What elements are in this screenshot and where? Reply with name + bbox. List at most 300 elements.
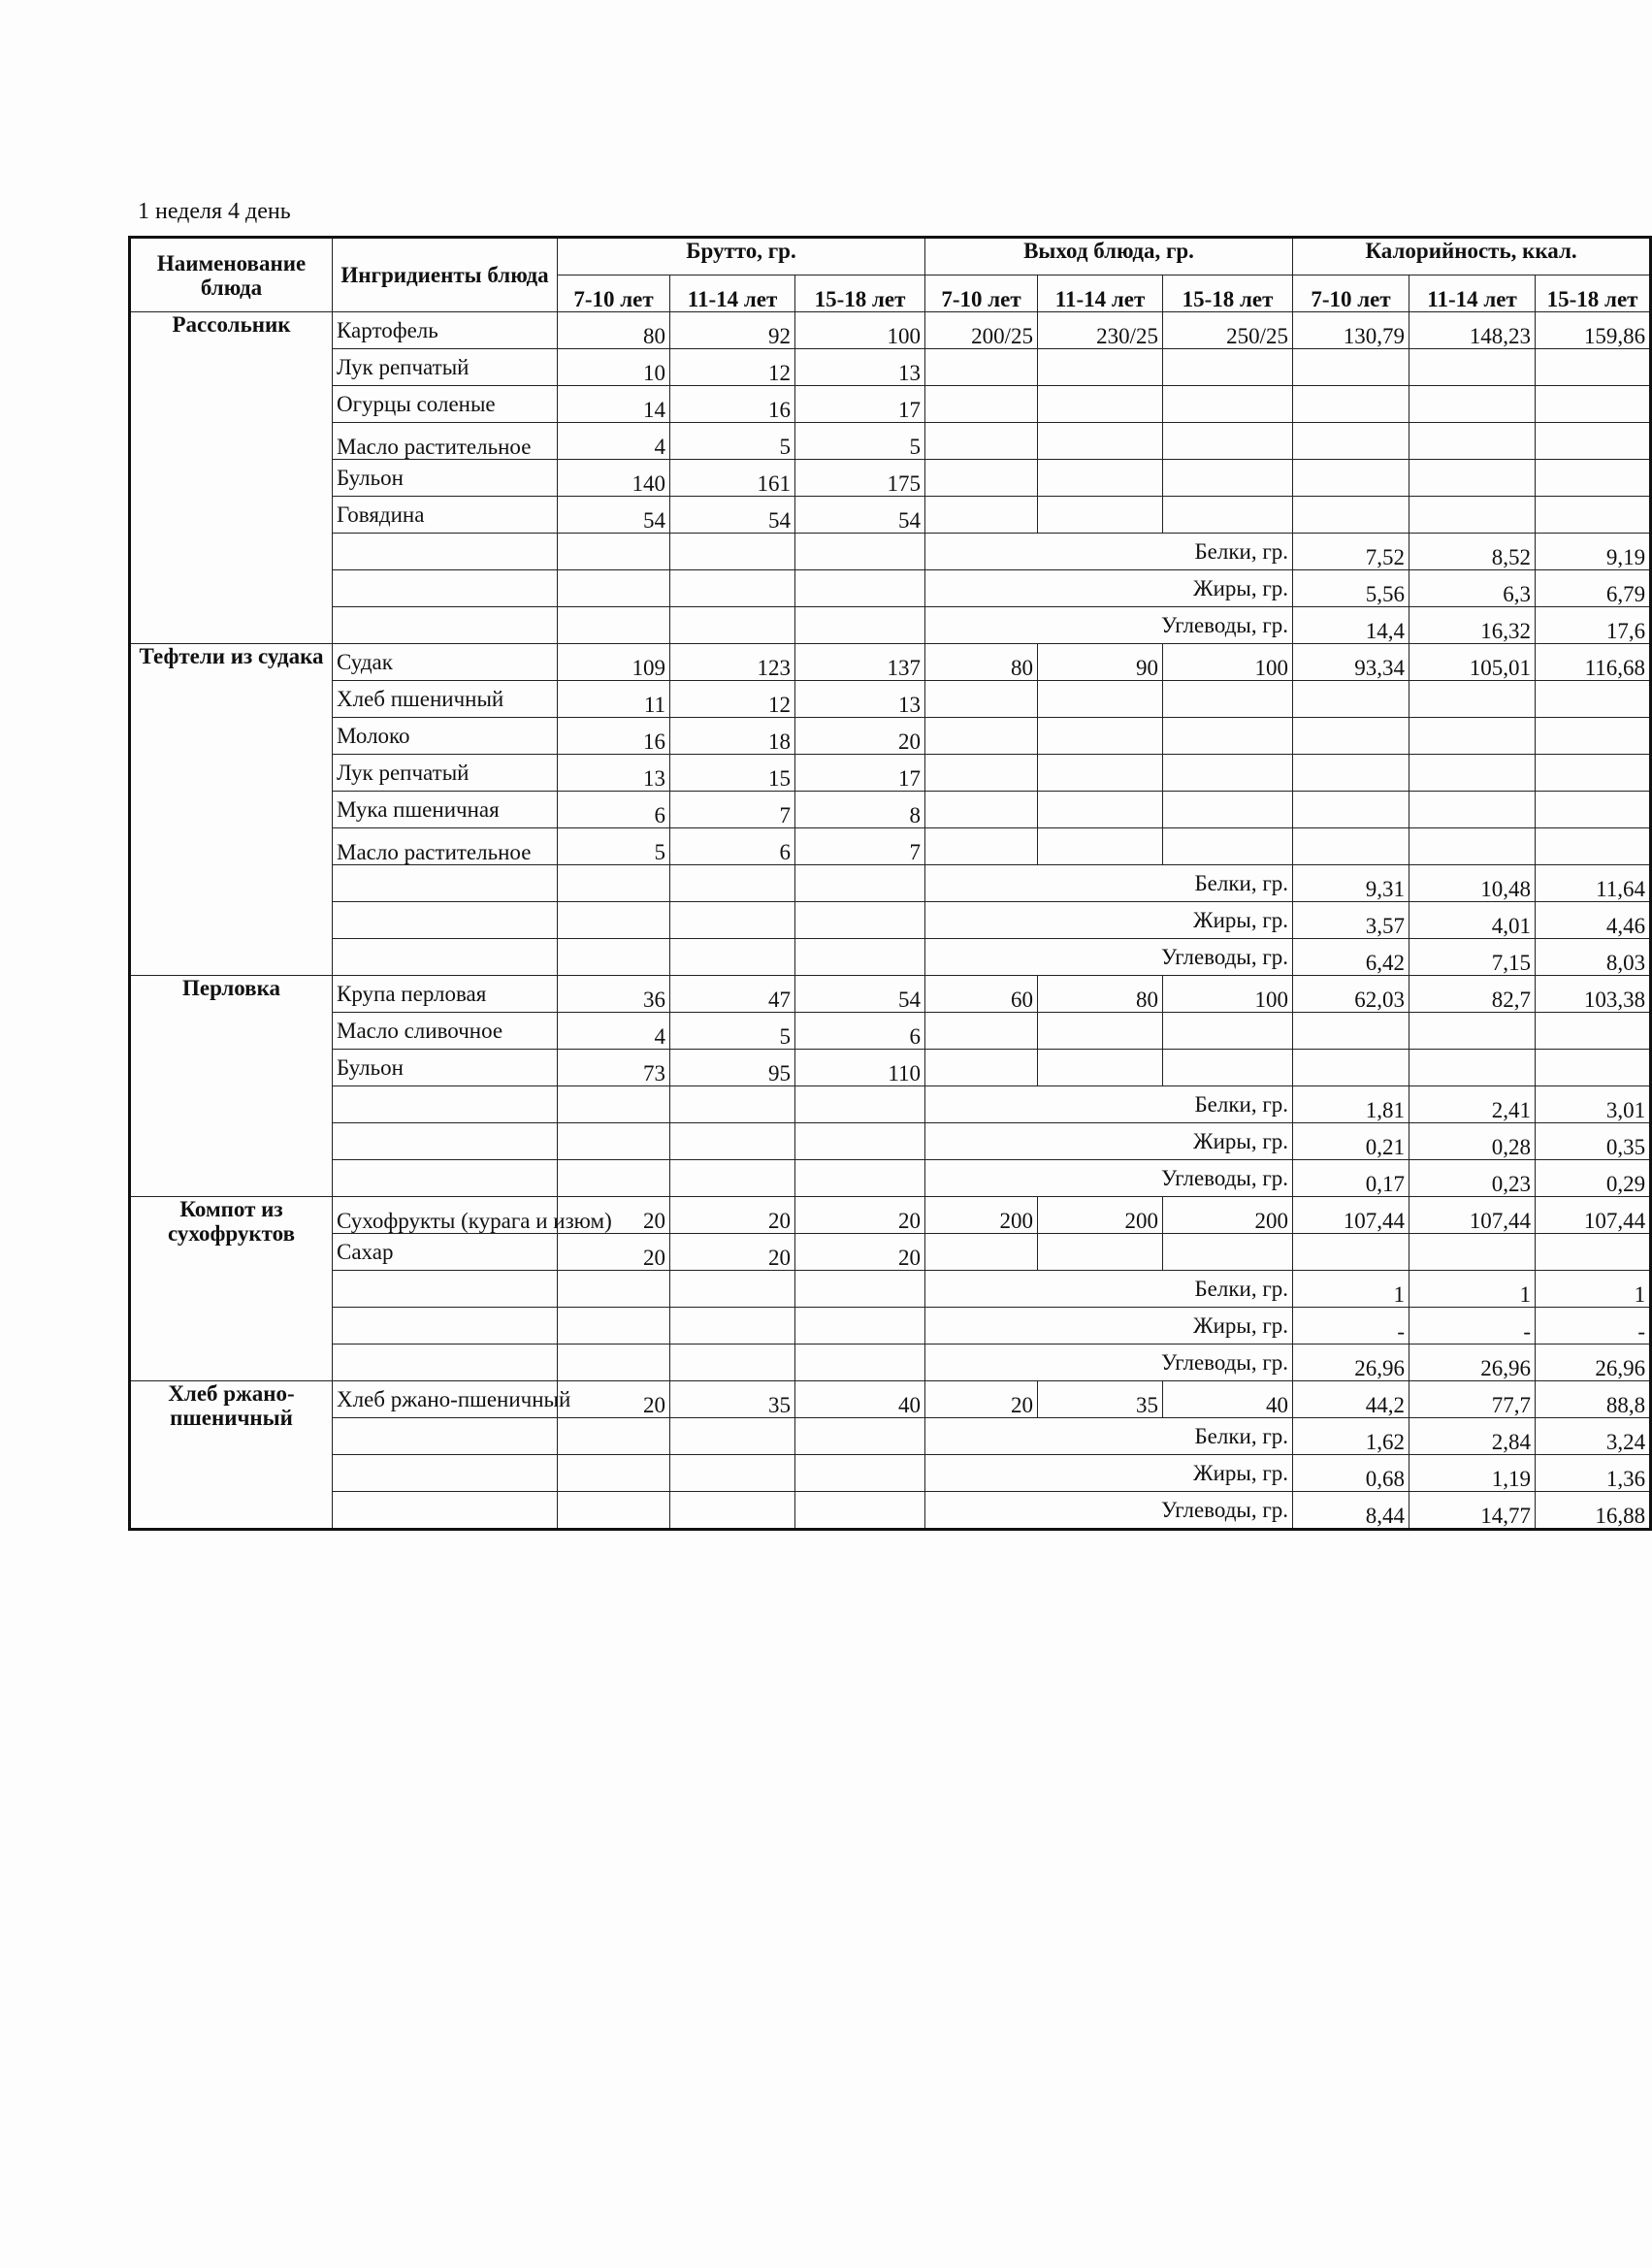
calories-value	[1536, 349, 1651, 386]
empty-cell	[558, 865, 670, 902]
empty-cell	[558, 607, 670, 644]
calories-value	[1293, 681, 1409, 718]
dish-name: Компот из сухофруктов	[130, 1197, 333, 1381]
nutrient-value: 2,84	[1409, 1418, 1536, 1455]
output-value	[925, 460, 1038, 497]
nutrient-value: 16,88	[1536, 1492, 1651, 1530]
calories-value: 105,01	[1409, 644, 1536, 681]
calories-value: 107,44	[1409, 1197, 1536, 1234]
nutrient-value: 1,81	[1293, 1086, 1409, 1123]
empty-cell	[670, 1271, 795, 1308]
empty-cell	[670, 865, 795, 902]
ingredient-row	[130, 1381, 1651, 1418]
calories-value	[1536, 792, 1651, 828]
empty-cell	[558, 1123, 670, 1160]
brutto-value: 20	[558, 1381, 670, 1418]
fat-row	[130, 570, 1651, 607]
empty-cell	[795, 1123, 925, 1160]
empty-cell	[333, 534, 558, 570]
calories-value: 148,23	[1409, 312, 1536, 349]
empty-cell	[558, 1271, 670, 1308]
brutto-value: 123	[670, 644, 795, 681]
nutrient-value: 6,3	[1409, 570, 1536, 607]
empty-cell	[795, 1160, 925, 1197]
empty-cell	[795, 1308, 925, 1345]
carbs-row	[130, 1345, 1651, 1381]
nutrient-value: 1,36	[1536, 1455, 1651, 1492]
empty-cell	[333, 902, 558, 939]
brutto-value: 5	[795, 423, 925, 460]
brutto-value: 13	[795, 681, 925, 718]
empty-cell	[670, 1492, 795, 1530]
header-row-top	[130, 238, 1651, 275]
brutto-value: 20	[558, 1234, 670, 1271]
age-header: 15-18 лет	[1163, 275, 1293, 312]
output-value: 200/25	[925, 312, 1038, 349]
calories-value: 130,79	[1293, 312, 1409, 349]
protein-row	[130, 1271, 1651, 1308]
brutto-value: 6	[670, 828, 795, 865]
ingredient-row	[130, 718, 1651, 755]
empty-cell	[558, 570, 670, 607]
calories-value	[1293, 755, 1409, 792]
output-value: 200	[925, 1197, 1038, 1234]
ingredient-name: Лук репчатый	[333, 349, 558, 386]
empty-cell	[558, 534, 670, 570]
ingredient-name: Масло растительное	[333, 423, 558, 460]
fat-row	[130, 902, 1651, 939]
ingredient-name: Судак	[333, 644, 558, 681]
brutto-value: 161	[670, 460, 795, 497]
output-value: 200	[1163, 1197, 1293, 1234]
ingredient-name: Огурцы соленые	[333, 386, 558, 423]
brutto-value: 17	[795, 386, 925, 423]
calories-value	[1409, 792, 1536, 828]
brutto-value: 7	[670, 792, 795, 828]
empty-cell	[558, 1160, 670, 1197]
ingredient-name: Сухофрукты (курага и изюм)	[333, 1197, 558, 1234]
output-value	[1038, 792, 1163, 828]
nutrient-value: 7,15	[1409, 939, 1536, 976]
ingredient-row	[130, 681, 1651, 718]
nutrient-value: 3,57	[1293, 902, 1409, 939]
nutrient-value: 1,62	[1293, 1418, 1409, 1455]
empty-cell	[333, 1418, 558, 1455]
brutto-value: 35	[670, 1381, 795, 1418]
ingredient-row	[130, 755, 1651, 792]
empty-cell	[795, 1345, 925, 1381]
empty-cell	[333, 1455, 558, 1492]
calories-value	[1409, 460, 1536, 497]
calories-value: 116,68	[1536, 644, 1651, 681]
brutto-value: 16	[670, 386, 795, 423]
output-value	[925, 386, 1038, 423]
empty-cell	[670, 607, 795, 644]
empty-cell	[670, 1418, 795, 1455]
protein-row	[130, 1418, 1651, 1455]
age-header: 15-18 лет	[1536, 275, 1651, 312]
calories-value	[1409, 497, 1536, 534]
ingredient-name: Говядина	[333, 497, 558, 534]
empty-cell	[558, 1455, 670, 1492]
empty-cell	[333, 607, 558, 644]
calories-value	[1536, 386, 1651, 423]
ingredient-row	[130, 386, 1651, 423]
nutrient-label: Жиры, гр.	[925, 1308, 1293, 1345]
output-value	[1163, 386, 1293, 423]
output-value: 60	[925, 976, 1038, 1013]
ingredient-name: Картофель	[333, 312, 558, 349]
empty-cell	[670, 1455, 795, 1492]
brutto-value: 20	[795, 718, 925, 755]
output-value: 40	[1163, 1381, 1293, 1418]
calories-value	[1293, 1013, 1409, 1050]
output-value	[1163, 681, 1293, 718]
empty-cell	[333, 865, 558, 902]
calories-value: 93,34	[1293, 644, 1409, 681]
calories-value: 88,8	[1536, 1381, 1651, 1418]
brutto-value: 10	[558, 349, 670, 386]
ingredient-row	[130, 644, 1651, 681]
nutrient-value: 7,52	[1293, 534, 1409, 570]
empty-cell	[558, 902, 670, 939]
output-value: 200	[1038, 1197, 1163, 1234]
carbs-row	[130, 607, 1651, 644]
ingredient-name: Бульон	[333, 460, 558, 497]
nutrient-label: Белки, гр.	[925, 865, 1293, 902]
nutrient-label: Углеводы, гр.	[925, 1492, 1293, 1530]
empty-cell	[670, 939, 795, 976]
calories-value	[1536, 497, 1651, 534]
calories-value	[1293, 497, 1409, 534]
brutto-value: 6	[558, 792, 670, 828]
brutto-value: 92	[670, 312, 795, 349]
ingredient-row	[130, 976, 1651, 1013]
output-value	[925, 681, 1038, 718]
ingredient-name: Крупа перловая	[333, 976, 558, 1013]
output-value: 35	[1038, 1381, 1163, 1418]
calories-value: 107,44	[1536, 1197, 1651, 1234]
nutrient-value: 0,29	[1536, 1160, 1651, 1197]
output-value	[925, 718, 1038, 755]
empty-cell	[333, 1308, 558, 1345]
dish-name: Рассольник	[130, 312, 333, 644]
nutrient-value: 4,46	[1536, 902, 1651, 939]
output-value	[1163, 423, 1293, 460]
ingredients-column-header: Ингридиенты блюда	[333, 238, 558, 312]
empty-cell	[558, 1345, 670, 1381]
brutto-value: 20	[795, 1197, 925, 1234]
brutto-value: 80	[558, 312, 670, 349]
nutrient-value: 8,03	[1536, 939, 1651, 976]
ingredient-name: Масло растительное	[333, 828, 558, 865]
carbs-row	[130, 1492, 1651, 1530]
calories-value	[1409, 681, 1536, 718]
empty-cell	[795, 1455, 925, 1492]
calories-value	[1293, 349, 1409, 386]
nutrient-label: Жиры, гр.	[925, 1455, 1293, 1492]
calories-value	[1536, 718, 1651, 755]
ingredient-row	[130, 1234, 1651, 1271]
brutto-value: 95	[670, 1050, 795, 1086]
nutrient-value: 9,19	[1536, 534, 1651, 570]
empty-cell	[795, 939, 925, 976]
brutto-value: 14	[558, 386, 670, 423]
nutrient-value: 0,17	[1293, 1160, 1409, 1197]
output-value	[925, 828, 1038, 865]
nutrient-value: 14,77	[1409, 1492, 1536, 1530]
calories-value	[1409, 1050, 1536, 1086]
protein-row	[130, 1086, 1651, 1123]
output-value	[1038, 460, 1163, 497]
menu-table	[128, 236, 1652, 1531]
calories-value	[1293, 1234, 1409, 1271]
empty-cell	[333, 1492, 558, 1530]
nutrient-label: Жиры, гр.	[925, 902, 1293, 939]
dish-name: Хлеб ржано-пшеничный	[130, 1381, 333, 1530]
nutrient-value: 0,28	[1409, 1123, 1536, 1160]
output-value	[925, 349, 1038, 386]
brutto-value: 15	[670, 755, 795, 792]
empty-cell	[333, 570, 558, 607]
empty-cell	[795, 1086, 925, 1123]
brutto-value: 12	[670, 681, 795, 718]
calories-value	[1536, 755, 1651, 792]
ingredient-name: Лук репчатый	[333, 755, 558, 792]
calories-value	[1536, 423, 1651, 460]
empty-cell	[670, 1308, 795, 1345]
calories-value	[1293, 460, 1409, 497]
ingredient-name: Сахар	[333, 1234, 558, 1271]
empty-cell	[670, 1345, 795, 1381]
ingredient-name: Мука пшеничная	[333, 792, 558, 828]
nutrient-value: 16,32	[1409, 607, 1536, 644]
brutto-value: 54	[795, 976, 925, 1013]
brutto-value: 20	[670, 1234, 795, 1271]
output-value	[1163, 1234, 1293, 1271]
nutrient-value: 0,23	[1409, 1160, 1536, 1197]
brutto-value: 54	[558, 497, 670, 534]
calories-value	[1293, 718, 1409, 755]
menu-body	[130, 312, 1651, 1530]
nutrient-value: 26,96	[1536, 1345, 1651, 1381]
output-value	[1163, 497, 1293, 534]
empty-cell	[558, 939, 670, 976]
dish-name: Перловка	[130, 976, 333, 1197]
nutrient-value: 26,96	[1409, 1345, 1536, 1381]
ingredient-row	[130, 349, 1651, 386]
output-group-header: Выход блюда, гр.	[925, 238, 1293, 275]
age-header: 11-14 лет	[1038, 275, 1163, 312]
nutrient-value: 0,68	[1293, 1455, 1409, 1492]
brutto-value: 20	[670, 1197, 795, 1234]
brutto-value: 5	[670, 1013, 795, 1050]
brutto-value: 13	[558, 755, 670, 792]
ingredient-row	[130, 423, 1651, 460]
nutrient-label: Белки, гр.	[925, 1271, 1293, 1308]
brutto-value: 13	[795, 349, 925, 386]
output-value: 80	[1038, 976, 1163, 1013]
brutto-value: 175	[795, 460, 925, 497]
calories-value	[1409, 1013, 1536, 1050]
brutto-value: 140	[558, 460, 670, 497]
nutrient-value: -	[1536, 1308, 1651, 1345]
brutto-value: 40	[795, 1381, 925, 1418]
brutto-value: 7	[795, 828, 925, 865]
nutrient-value: 1,19	[1409, 1455, 1536, 1492]
empty-cell	[795, 1492, 925, 1530]
ingredient-row	[130, 1050, 1651, 1086]
page-title: 1 неделя 4 день	[138, 199, 291, 224]
brutto-value: 20	[558, 1197, 670, 1234]
calories-value: 107,44	[1293, 1197, 1409, 1234]
brutto-value: 5	[670, 423, 795, 460]
empty-cell	[795, 902, 925, 939]
output-value	[1038, 1013, 1163, 1050]
nutrient-value: -	[1293, 1308, 1409, 1345]
brutto-value: 137	[795, 644, 925, 681]
empty-cell	[333, 1345, 558, 1381]
ingredient-row	[130, 1197, 1651, 1234]
ingredient-name: Масло сливочное	[333, 1013, 558, 1050]
output-value	[925, 755, 1038, 792]
output-value	[1163, 349, 1293, 386]
nutrient-value: 0,35	[1536, 1123, 1651, 1160]
calories-value	[1409, 386, 1536, 423]
empty-cell	[670, 570, 795, 607]
nutrient-value: 8,52	[1409, 534, 1536, 570]
ingredient-row	[130, 312, 1651, 349]
calories-value: 77,7	[1409, 1381, 1536, 1418]
ingredient-name: Молоко	[333, 718, 558, 755]
nutrient-value: 11,64	[1536, 865, 1651, 902]
ingredient-row	[130, 792, 1651, 828]
output-value: 100	[1163, 976, 1293, 1013]
nutrient-value: 6,79	[1536, 570, 1651, 607]
age-header: 7-10 лет	[1293, 275, 1409, 312]
age-header: 11-14 лет	[1409, 275, 1536, 312]
calories-value	[1536, 828, 1651, 865]
nutrient-value: 5,56	[1293, 570, 1409, 607]
empty-cell	[333, 1123, 558, 1160]
nutrient-label: Белки, гр.	[925, 534, 1293, 570]
brutto-value: 16	[558, 718, 670, 755]
nutrient-value: 10,48	[1409, 865, 1536, 902]
output-value: 90	[1038, 644, 1163, 681]
calories-value	[1536, 681, 1651, 718]
fat-row	[130, 1455, 1651, 1492]
empty-cell	[558, 1418, 670, 1455]
calories-value: 103,38	[1536, 976, 1651, 1013]
calories-value	[1293, 792, 1409, 828]
brutto-value: 18	[670, 718, 795, 755]
brutto-value: 36	[558, 976, 670, 1013]
output-value	[925, 1013, 1038, 1050]
ingredient-row	[130, 460, 1651, 497]
dish-name: Тефтели из судака	[130, 644, 333, 976]
brutto-value: 47	[670, 976, 795, 1013]
output-value	[1038, 828, 1163, 865]
brutto-value: 100	[795, 312, 925, 349]
empty-cell	[670, 1160, 795, 1197]
calories-value	[1409, 755, 1536, 792]
brutto-value: 20	[795, 1234, 925, 1271]
empty-cell	[795, 570, 925, 607]
nutrient-label: Углеводы, гр.	[925, 939, 1293, 976]
empty-cell	[333, 1086, 558, 1123]
empty-cell	[670, 902, 795, 939]
calories-value	[1409, 718, 1536, 755]
brutto-value: 73	[558, 1050, 670, 1086]
output-value: 100	[1163, 644, 1293, 681]
nutrient-value: 3,24	[1536, 1418, 1651, 1455]
calories-value	[1536, 1234, 1651, 1271]
brutto-value: 8	[795, 792, 925, 828]
nutrient-value: 9,31	[1293, 865, 1409, 902]
dish-column-header: Наименование блюда	[130, 238, 333, 312]
output-value	[1163, 828, 1293, 865]
calories-value	[1293, 386, 1409, 423]
ingredient-row	[130, 828, 1651, 865]
calories-value	[1293, 1050, 1409, 1086]
output-value	[1163, 718, 1293, 755]
output-value	[1038, 386, 1163, 423]
fat-row	[130, 1123, 1651, 1160]
ingredient-name: Бульон	[333, 1050, 558, 1086]
empty-cell	[795, 607, 925, 644]
age-header: 15-18 лет	[795, 275, 925, 312]
output-value	[1163, 755, 1293, 792]
carbs-row	[130, 1160, 1651, 1197]
output-value	[1038, 349, 1163, 386]
calories-value	[1409, 828, 1536, 865]
brutto-value: 6	[795, 1013, 925, 1050]
protein-row	[130, 534, 1651, 570]
empty-cell	[558, 1086, 670, 1123]
nutrient-value: 1	[1293, 1271, 1409, 1308]
output-value	[1038, 1234, 1163, 1271]
output-value: 230/25	[1038, 312, 1163, 349]
nutrient-value: 0,21	[1293, 1123, 1409, 1160]
age-header: 7-10 лет	[558, 275, 670, 312]
output-value	[1038, 755, 1163, 792]
ingredient-row	[130, 1013, 1651, 1050]
brutto-value: 5	[558, 828, 670, 865]
brutto-value: 17	[795, 755, 925, 792]
empty-cell	[333, 1271, 558, 1308]
ingredient-name: Хлеб ржано-пшеничный	[333, 1381, 558, 1418]
nutrient-label: Углеводы, гр.	[925, 1160, 1293, 1197]
empty-cell	[795, 1271, 925, 1308]
calories-value	[1293, 828, 1409, 865]
empty-cell	[558, 1308, 670, 1345]
fat-row	[130, 1308, 1651, 1345]
empty-cell	[795, 865, 925, 902]
empty-cell	[333, 1160, 558, 1197]
output-value	[925, 792, 1038, 828]
nutrient-label: Белки, гр.	[925, 1418, 1293, 1455]
calories-value	[1409, 1234, 1536, 1271]
empty-cell	[558, 1492, 670, 1530]
age-header: 7-10 лет	[925, 275, 1038, 312]
carbs-row	[130, 939, 1651, 976]
brutto-value: 4	[558, 1013, 670, 1050]
output-value	[1163, 460, 1293, 497]
brutto-value: 11	[558, 681, 670, 718]
nutrient-value: 8,44	[1293, 1492, 1409, 1530]
brutto-value: 4	[558, 423, 670, 460]
output-value	[925, 1234, 1038, 1271]
